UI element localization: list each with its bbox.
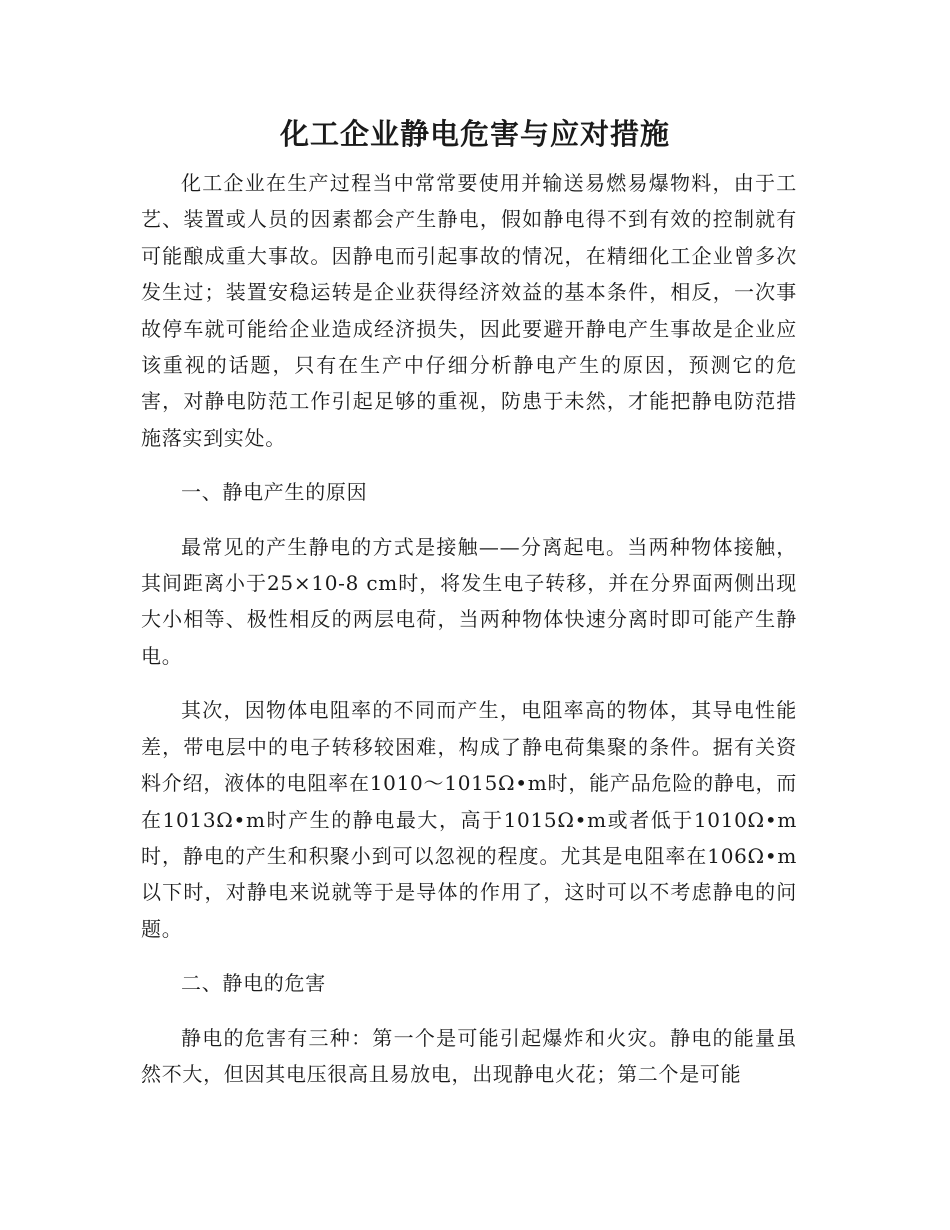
document-title: 化工企业静电危害与应对措施 <box>279 117 670 151</box>
hazards-paragraph: 静电的危害有三种：第一个是可能引起爆炸和火灾。静电的能量虽然不大，但因其电压很高且易放电，出现静电火花；第二个是可能 <box>141 1025 797 1086</box>
document-body <box>141 165 797 1110</box>
causes-paragraph-2: 其次，因物体电阻率的不同而产生，电阻率高的物体，其导电性能差，带电层中的电子转移较困难，构成了静电荷集聚的条件。据有关资料介绍，液体的电阻率在1010～1015Ω•m时，能产品危险的静电，而在1013Ω•m时产生的静电最大，高于1015Ω•m或者低于1010Ω•m时，静电的产生和积聚小到可以忽视的程度。尤其是电阻率在106Ω•m以下时，对静电来说就等于是导体的作用了，这时可以不考虑静电的问题。 <box>141 698 797 941</box>
causes-paragraph-1: 最常见的产生静电的方式是接触——分离起电。当两种物体接触，其间距离小于25×10-8 cm时，将发生电子转移，并在分界面两侧出现大小相等、极性相反的两层电荷，当两种物体快速分离时即可能产生静电。 <box>141 534 797 668</box>
section-heading-causes: 一、静电产生的原因 <box>181 480 368 505</box>
section-heading-hazards: 二、静电的危害 <box>181 971 326 996</box>
intro-paragraph: 化工企业在生产过程当中常常要使用并输送易燃易爆物料，由于工艺、装置或人员的因素都会产生静电，假如静电得不到有效的控制就有可能酿成重大事故。因静电而引起事故的情况，在精细化工企业曾多次发生过；装置安稳运转是企业获得经济效益的基本条件，相反，一次事故停车就可能给企业造成经济损失，因此要避开静电产生事故是企业应该重视的话题，只有在生产中仔细分析静电产生的原因，预测它的危害，对静电防范工作引起足够的重视，防患于未然，才能把静电防范措施落实到实处。 <box>141 171 797 450</box>
